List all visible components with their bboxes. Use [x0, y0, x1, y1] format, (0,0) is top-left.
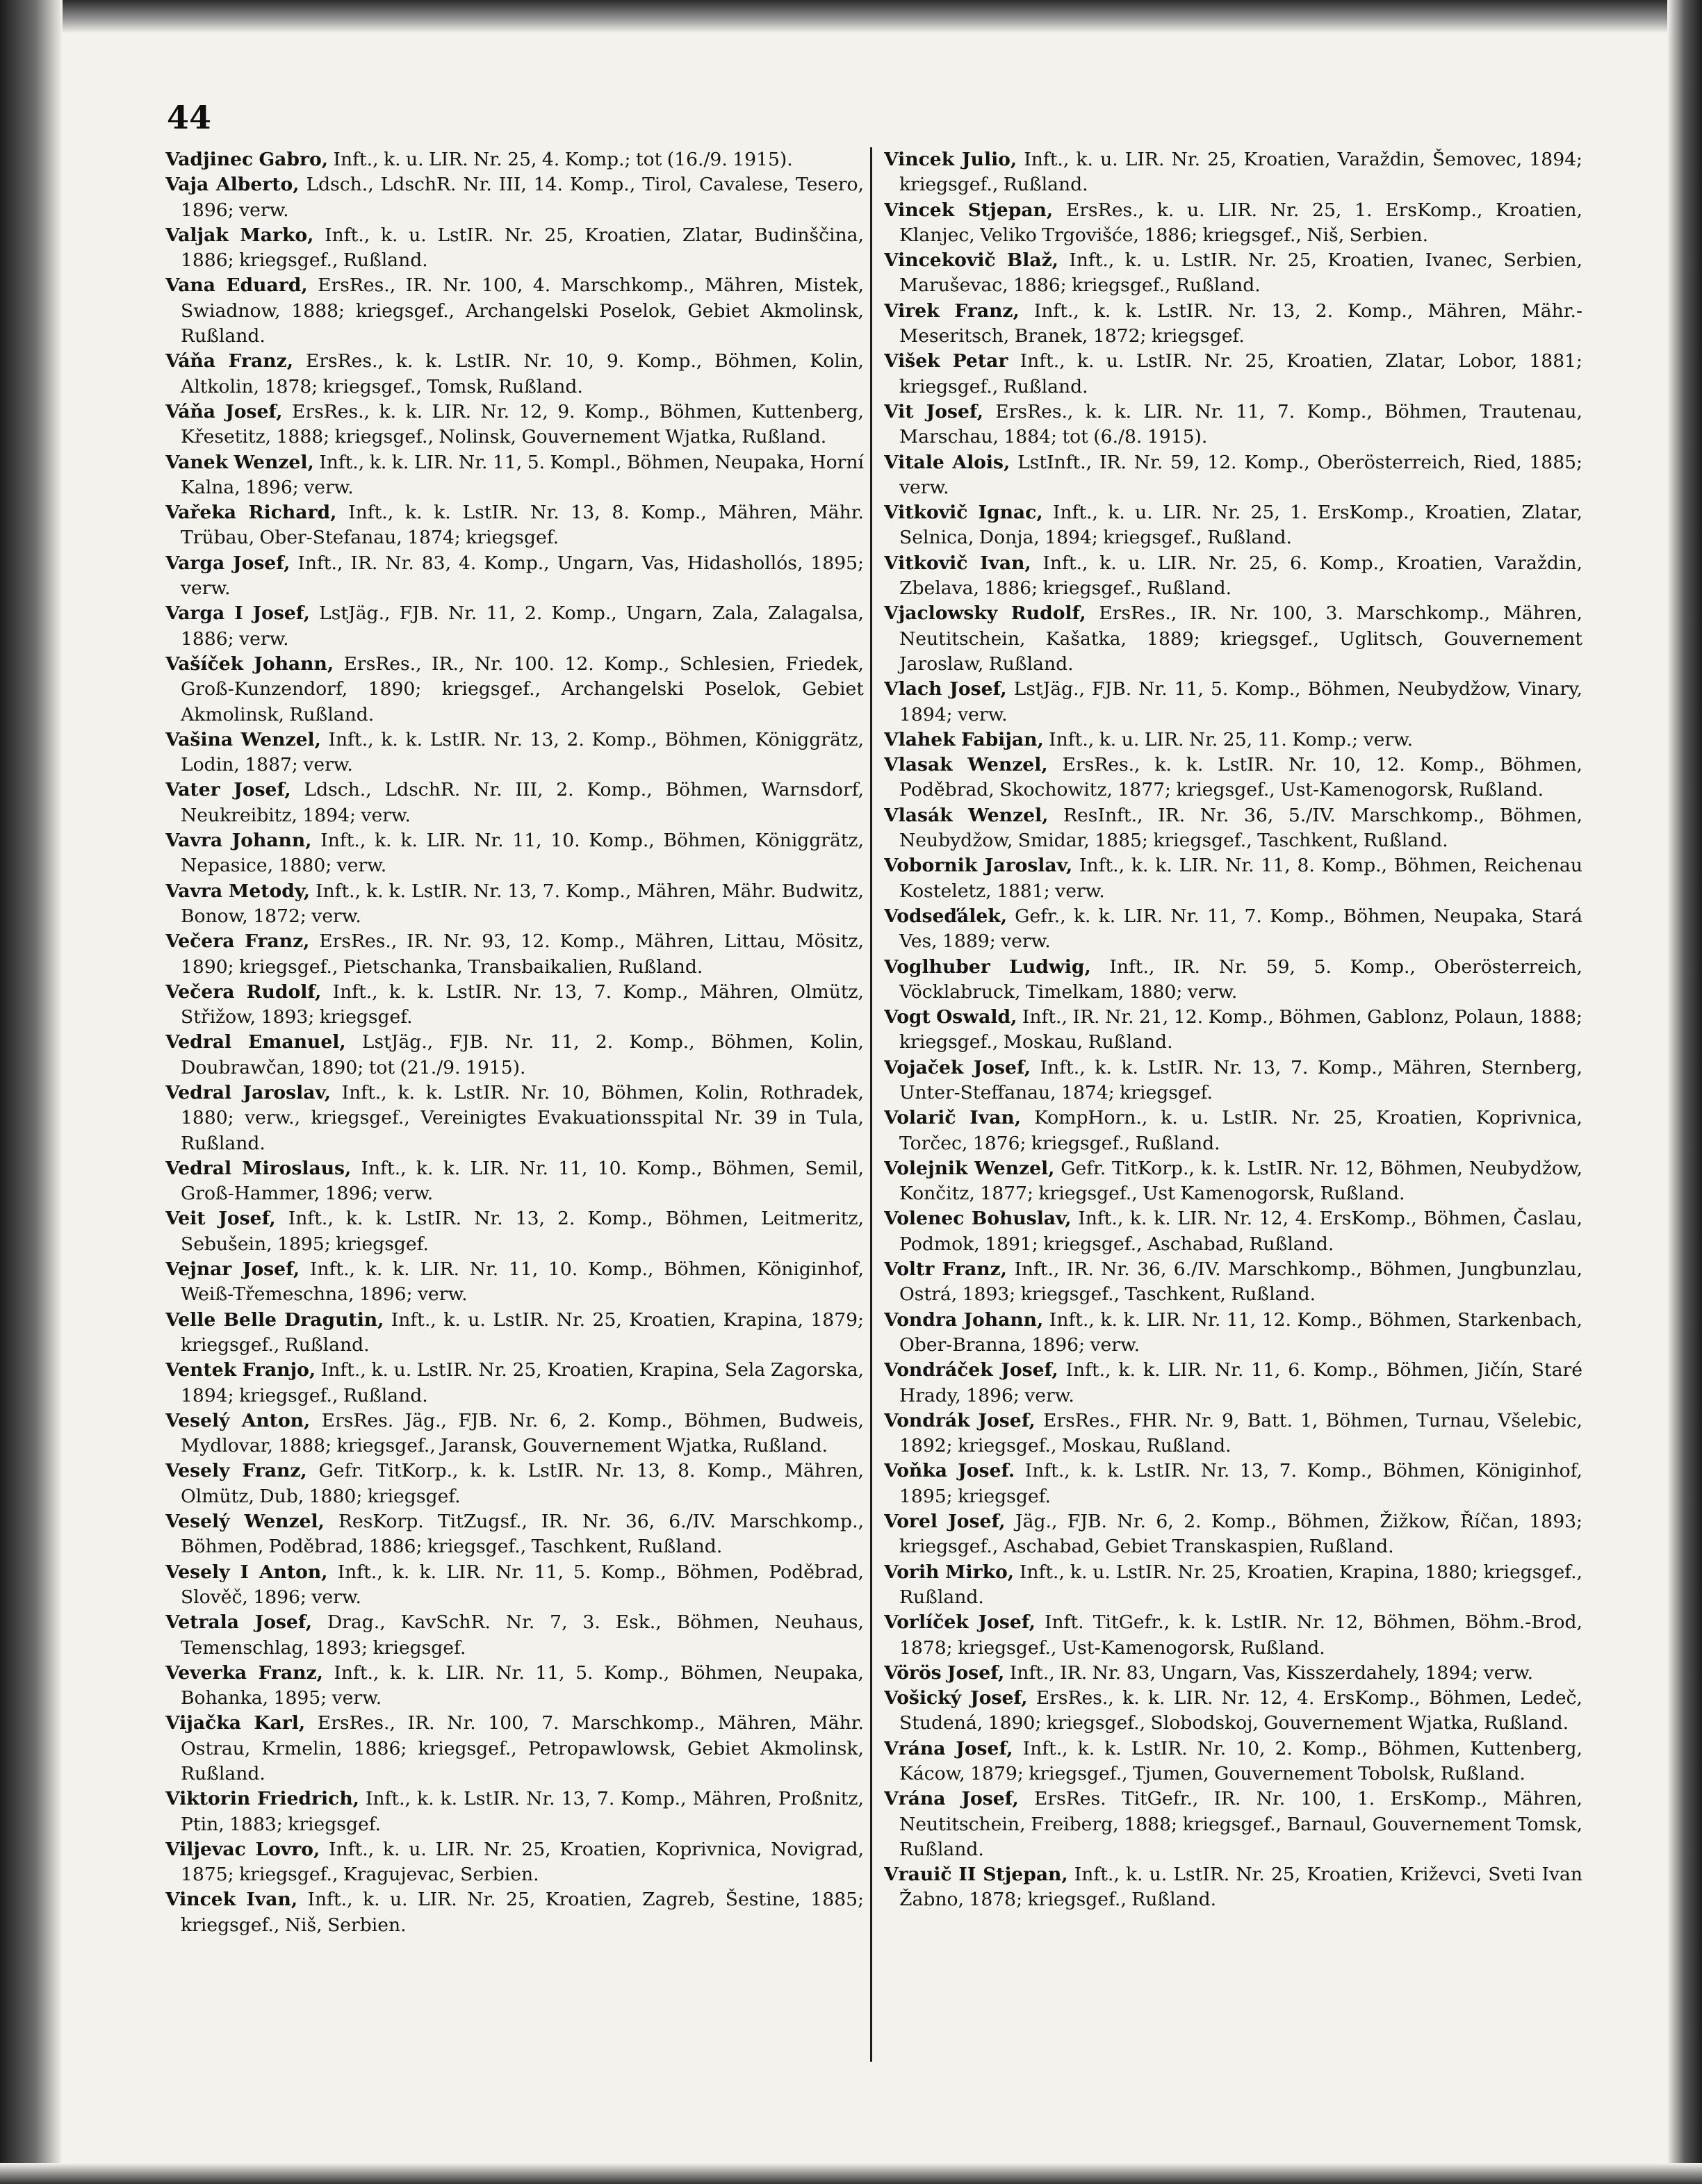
entry-details: ErsRes., IR. Nr. 100, 3. Marschkomp., Mähren, Neutitschein, Kašatka, 1889; kriegsgef., Uglitsch, Gouvernement Jaroslaw, Rußland.	[899, 602, 1582, 675]
entry-name: Večera Franz,	[165, 930, 310, 953]
entry-name: Volenec Bohuslav,	[884, 1208, 1072, 1230]
entry-name: Vana Eduard,	[165, 274, 308, 297]
entry-name: Veselý Anton,	[165, 1409, 311, 1431]
register-entry	[165, 551, 864, 602]
entry-details: Inft., k. k. LstIR. Nr. 13, 7. Komp., Mähren, Proßnitz, Ptin, 1883; kriegsgef.	[181, 1788, 864, 1835]
register-entry	[165, 500, 864, 551]
entry-name: Vesely Franz,	[165, 1460, 307, 1482]
register-entry	[884, 551, 1582, 602]
entry-details: LstInft., IR. Nr. 59, 12. Komp., Oberösterreich, Ried, 1885; verw.	[899, 451, 1582, 498]
entry-details: KompHorn., k. u. LstIR. Nr. 25, Kroatien, Koprivnica, Torčec, 1876; kriegsgef., Rußland.	[899, 1107, 1582, 1154]
register-entry	[165, 1030, 864, 1081]
entry-details: Gefr. TitKorp., k. k. LstIR. Nr. 12, Böhmen, Neubydžow, Končitz, 1877; kriegsgef., Ust Kamenogorsk, Rußland.	[899, 1157, 1582, 1205]
entry-name: Vojaček Josef,	[884, 1056, 1031, 1078]
entry-details: Inft., k. u. LstIR. Nr. 25, Kroatien, Krapina, Sela Zagorska, 1894; kriegsgef., Rußland.	[181, 1359, 864, 1406]
entry-name: Ventek Franjo,	[165, 1359, 316, 1381]
entry-details: Inft., k. k. LIR. Nr. 12, 4. ErsKomp., Böhmen, Časlau, Podmok, 1891; kriegsgef., Aschabad, Rußland.	[899, 1208, 1582, 1255]
entry-details: ResInft., IR. Nr. 36, 5./IV. Marschkomp., Böhmen, Neubydžow, Smidar, 1885; kriegsgef., Taschkent, Rußland.	[899, 804, 1582, 852]
register-entry	[165, 147, 864, 172]
entry-name: Vlasák Wenzel,	[884, 804, 1049, 826]
entry-details: Inft., k. k. LstIR. Nr. 10, 2. Komp., Böhmen, Kuttenberg, Kácow, 1879; kriegsgef., Tjumen, Gouvernement Tobolsk, Rußland.	[899, 1737, 1582, 1784]
entry-name: Vrána Josef,	[884, 1788, 1019, 1810]
register-entry	[884, 1156, 1582, 1207]
entry-details: ErsRes., k. u. LIR. Nr. 25, 1. ErsKomp., Kroatien, Klanjec, Veliko Trgovišće, 1886; kriegsgef., Niš, Serbien.	[899, 199, 1582, 246]
register-entry	[165, 400, 864, 450]
entry-name: Vondráček Josef,	[884, 1359, 1058, 1381]
entry-details: ErsRes. Jäg., FJB. Nr. 6, 2. Komp., Böhmen, Budweis, Mydlovar, 1888; kriegsgef., Jaransk, Gouvernement Wjatka, Rußland.	[181, 1409, 864, 1457]
entry-name: Večera Rudolf,	[165, 980, 322, 1003]
register-entry	[884, 1787, 1582, 1862]
entry-details: Inft., k. u. LstIR. Nr. 25, Kroatien, Ivanec, Serbien, Maruševac, 1886; kriegsgef., Rußland.	[899, 249, 1582, 297]
entry-name: Volejnik Wenzel,	[884, 1157, 1055, 1179]
register-entry	[884, 400, 1582, 450]
entry-name: Vit Josef,	[884, 400, 983, 422]
register-entry	[884, 955, 1582, 1005]
entry-name: Vincek Stjepan,	[884, 199, 1054, 221]
entry-details: Gefr. TitKorp., k. k. LstIR. Nr. 13, 8. Komp., Mähren, Olmütz, Dub, 1880; kriegsgef.	[181, 1460, 864, 1507]
scan-edge-bottom	[0, 2163, 1702, 2184]
entry-details: Inft., k. u. LstIR. Nr. 25, Kroatien, Zlatar, Lobor, 1881; kriegsgef., Rußland.	[899, 350, 1582, 397]
register-entry	[165, 1257, 864, 1308]
entry-name: Vorih Mirko,	[884, 1561, 1015, 1583]
register-entry	[165, 1509, 864, 1560]
entry-name: Vorlíček Josef,	[884, 1611, 1036, 1634]
register-entry	[165, 1787, 864, 1837]
entry-details: Inft., k. k. LIR. Nr. 11, 8. Komp., Böhmen, Reichenau Kosteletz, 1881; verw.	[899, 855, 1582, 902]
entry-details: ErsRes., k. k. LIR. Nr. 12, 4. ErsKomp., Böhmen, Ledeč, Studená, 1890; kriegsgef., Slobodskoj, Gouvernement Wjatka, Rußland.	[899, 1687, 1582, 1734]
entry-details: Inft., k. u. LstIR. Nr. 25, Kroatien, Krapina, 1880; kriegsgef., Rußland.	[899, 1561, 1582, 1608]
entry-details: Inft., IR. Nr. 83, 4. Komp., Ungarn, Vas, Hidashollós, 1895; verw.	[181, 552, 864, 600]
register-entry	[884, 1005, 1582, 1056]
entry-name: Vanek Wenzel,	[165, 451, 314, 473]
entry-details: Ldsch., LdschR. Nr. III, 14. Komp., Tirol, Cavalese, Tesero, 1896; verw.	[181, 174, 864, 221]
entry-details: Inft., k. u. LstIR. Nr. 25, Kroatien, Zlatar, Budinščina, 1886; kriegsgef., Rußland.	[181, 224, 864, 272]
register-entry	[165, 828, 864, 879]
entry-name: Virek Franz,	[884, 299, 1020, 322]
scan-edge-left	[0, 0, 63, 2184]
register-entry	[165, 1081, 864, 1156]
entry-name: Vejnar Josef,	[165, 1258, 300, 1281]
entry-details: LstJäg., FJB. Nr. 11, 5. Komp., Böhmen, Neubydžow, Vinary, 1894; verw.	[899, 678, 1582, 725]
register-entry	[884, 853, 1582, 904]
entry-name: Vondrák Josef,	[884, 1409, 1036, 1431]
column-divider	[870, 147, 872, 2062]
entry-name: Vondra Johann,	[884, 1308, 1044, 1331]
entry-details: ErsRes., k. k. LIR. Nr. 12, 9. Komp., Böhmen, Kuttenberg, Křesetitz, 1888; kriegsgef., Nolinsk, Gouvernement Wjatka, Rußland.	[181, 400, 864, 448]
register-entry	[165, 223, 864, 274]
entry-details: LstJäg., FJB. Nr. 11, 2. Komp., Ungarn, Zala, Zalagalsa, 1886; verw.	[181, 602, 864, 650]
register-entry	[165, 1610, 864, 1661]
entry-name: Valjak Marko,	[165, 224, 314, 246]
register-entry	[165, 778, 864, 828]
left-column	[165, 147, 864, 2079]
register-entry	[165, 1837, 864, 1888]
register-entry	[884, 500, 1582, 551]
entry-name: Vodseďálek,	[884, 905, 1007, 927]
entry-name: Vrána Josef,	[884, 1737, 1013, 1759]
register-entry	[884, 1862, 1582, 1913]
entry-details: Inft., k. u. LIR. Nr. 25, 1. ErsKomp., Kroatien, Zlatar, Selnica, Donja, 1894; kriegsgef., Rußland.	[899, 502, 1582, 549]
register-entry	[884, 1056, 1582, 1106]
entry-details: Inft., IR. Nr. 83, Ungarn, Vas, Kisszerdahely, 1894; verw.	[1004, 1661, 1534, 1684]
register-entry	[884, 1257, 1582, 1308]
entry-details: ErsRes., k. k. LIR. Nr. 11, 7. Komp., Böhmen, Trautenau, Marschau, 1884; tot (6./8. 1915).	[899, 400, 1582, 448]
entry-name: Vašíček Johann,	[165, 652, 334, 675]
entry-name: Vincek Ivan,	[165, 1889, 298, 1911]
entry-details: Inft., k. k. LstIR. Nr. 13, 7. Komp., Mähren, Mähr. Budwitz, Bonow, 1872; verw.	[181, 880, 864, 927]
register-entry	[884, 1661, 1582, 1686]
entry-details: Inft., k. k. LIR. Nr. 11, 10. Komp., Böhmen, Königgrätz, Nepasice, 1880; verw.	[181, 830, 864, 877]
register-entry	[884, 1106, 1582, 1156]
entry-name: Váňa Josef,	[165, 400, 283, 422]
register-entry	[884, 1409, 1582, 1459]
entry-name: Vitkovič Ignac,	[884, 502, 1043, 524]
register-entry	[884, 1560, 1582, 1611]
entry-details: Gefr., k. k. LIR. Nr. 11, 7. Komp., Böhmen, Neupaka, Stará Ves, 1889; verw.	[899, 905, 1582, 953]
entry-details: ErsRes., IR., Nr. 100. 12. Komp., Schlesien, Friedek, Groß-Kunzendorf, 1890; kriegsgef., Archangelski Poselok, Gebiet Akmolinsk, Rußland.	[181, 652, 864, 725]
entry-name: Vobornik Jaroslav,	[884, 855, 1073, 877]
entry-name: Voltr Franz,	[884, 1258, 1007, 1281]
entry-details: Inft., k. k. LIR. Nr. 11, 6. Komp., Böhmen, Jičín, Staré Hrady, 1896; verw.	[899, 1359, 1582, 1406]
entry-name: Vjaclowsky Rudolf,	[884, 602, 1086, 625]
entry-details: Inft., k. k. LstIR. Nr. 13, 7. Komp., Mähren, Sternberg, Unter-Steffanau, 1874; kriegsgef.	[899, 1056, 1582, 1103]
entry-details: Inft., k. k. LstIR. Nr. 13, 7. Komp., Mähren, Olmütz, Střižow, 1893; kriegsgef.	[181, 980, 864, 1028]
entry-details: Inft., k. u. LstIR. Nr. 25, Kroatien, Krapina, 1879; kriegsgef., Rußland.	[181, 1308, 864, 1356]
entry-name: Višek Petar	[884, 350, 1008, 372]
register-entry	[884, 677, 1582, 728]
entry-details: Inft., k. k. LIR. Nr. 11, 5. Komp., Böhmen, Poděbrad, Slověč, 1896; verw.	[181, 1561, 864, 1608]
register-entry	[165, 1661, 864, 1711]
entry-details: Inft., k. u. LIR. Nr. 25, 4. Komp.; tot (16./9. 1915).	[328, 149, 793, 170]
entry-details: Inft., k. k. LIR. Nr. 11, 12. Komp., Böhmen, Starkenbach, Ober-Branna, 1896; verw.	[899, 1308, 1582, 1356]
entry-details: Inft., k. u. LIR. Nr. 25, Kroatien, Koprivnica, Novigrad, 1875; kriegsgef., Kragujevac, Serbien.	[181, 1838, 864, 1886]
register-entry	[165, 1887, 864, 1938]
entry-details: Inft., IR. Nr. 21, 12. Komp., Böhmen, Gablonz, Polaun, 1888; kriegsgef., Moskau, Rußland.	[899, 1006, 1582, 1053]
entry-details: ResKorp. TitZugsf., IR. Nr. 36, 6./IV. Marschkomp., Böhmen, Poděbrad, 1886; kriegsgef., Taschkent, Rußland.	[181, 1511, 864, 1558]
entry-details: ErsRes., IR. Nr. 100, 7. Marschkomp., Mähren, Mähr. Ostrau, Krmelin, 1886; kriegsgef., Petropawlowsk, Gebiet Akmolinsk, Rußland.	[181, 1712, 864, 1784]
entry-details: LstJäg., FJB. Nr. 11, 2. Komp., Böhmen, Kolin, Doubrawčan, 1890; tot (21./9. 1915).	[181, 1031, 864, 1078]
register-entry	[884, 904, 1582, 955]
entry-name: Vesely I Anton,	[165, 1561, 328, 1583]
entry-details: Inft., k. u. LstIR. Nr. 25, Kroatien, Križevci, Sveti Ivan Žabno, 1878; kriegsgef., Rußland.	[899, 1864, 1582, 1911]
entry-name: Volarič Ivan,	[884, 1107, 1022, 1129]
entry-details: Inft., k. k. LIR. Nr. 11, 5. Kompl., Böhmen, Neupaka, Horní Kalna, 1896; verw.	[181, 451, 864, 498]
register-entry	[884, 198, 1582, 249]
entry-name: Voňka Josef.	[884, 1460, 1015, 1482]
entry-name: Voglhuber Ludwig,	[884, 955, 1091, 978]
register-entry	[165, 652, 864, 728]
entry-name: Vincekovič Blaž,	[884, 249, 1058, 272]
register-entry	[884, 1308, 1582, 1358]
entry-name: Vlasak Wenzel,	[884, 754, 1048, 776]
entry-details: ErsRes., FHR. Nr. 9, Batt. 1, Böhmen, Turnau, Všelebic, 1892; kriegsgef., Moskau, Rußland.	[899, 1409, 1582, 1457]
entry-details: Inft., IR. Nr. 36, 6./IV. Marschkomp., Böhmen, Jungbunzlau, Ostrá, 1893; kriegsgef., Taschkent, Rußland.	[899, 1258, 1582, 1306]
entry-name: Varga Josef,	[165, 552, 291, 574]
register-entry	[165, 1358, 864, 1409]
entry-name: Vaja Alberto,	[165, 174, 300, 196]
entry-name: Vrauič II Stjepan,	[884, 1864, 1068, 1886]
entry-name: Vogt Oswald,	[884, 1006, 1017, 1028]
entry-details: ErsRes., IR. Nr. 100, 4. Marschkomp., Mähren, Mistek, Swiadnow, 1888; kriegsgef., Archangelski Poselok, Gebiet Akmolinsk, Rußland.	[181, 274, 864, 347]
entry-details: Drag., KavSchR. Nr. 7, 3. Esk., Böhmen, Neuhaus, Temenschlag, 1893; kriegsgef.	[181, 1611, 864, 1659]
register-entry	[884, 349, 1582, 400]
entry-name: Veverka Franz,	[165, 1661, 323, 1684]
register-entry	[165, 929, 864, 980]
entry-name: Vörös Josef,	[884, 1661, 1005, 1684]
register-entry	[165, 879, 864, 930]
entry-name: Váňa Franz,	[165, 350, 293, 372]
entry-details: Inft., k. k. LstIR. Nr. 13, 2. Komp., Mähren, Mähr.-Meseritsch, Branek, 1872; kriegsgef.	[899, 299, 1582, 347]
scan-edge-right	[1667, 0, 1702, 2184]
entry-details: Inft., k. u. LIR. Nr. 25, Kroatien, Varaždin, Šemovec, 1894; kriegsgef., Rußland.	[899, 149, 1582, 196]
entry-details: Inft., k. k. LIR. Nr. 11, 10. Komp., Böhmen, Semil, Groß-Hammer, 1896; verw.	[181, 1157, 864, 1205]
entry-details: Inft. TitGefr., k. k. LstIR. Nr. 12, Böhmen, Böhm.-Brod, 1878; kriegsgef., Ust-Kamenogorsk, Rußland.	[899, 1611, 1582, 1659]
entry-details: ErsRes., k. k. LstIR. Nr. 10, 9. Komp., Böhmen, Kolin, Altkolin, 1878; kriegsgef., Tomsk, Rußland.	[181, 350, 864, 397]
entry-name: Viktorin Friedrich,	[165, 1788, 359, 1810]
entry-name: Vitale Alois,	[884, 451, 1010, 473]
register-entry	[884, 728, 1582, 753]
register-entry	[165, 172, 864, 223]
register-entry	[165, 273, 864, 349]
entry-name: Vlahek Fabijan,	[884, 728, 1044, 750]
register-entry	[884, 248, 1582, 299]
register-entry	[884, 1206, 1582, 1257]
register-entry	[884, 803, 1582, 854]
entry-details: Jäg., FJB. Nr. 6, 2. Komp., Böhmen, Žižkow, Říčan, 1893; kriegsgef., Aschabad, Gebiet Transkaspien, Rußland.	[899, 1511, 1582, 1558]
entry-details: Inft., k. u. LIR. Nr. 25, 6. Komp., Kroatien, Varaždin, Zbelava, 1886; kriegsgef., Rußland.	[899, 552, 1582, 600]
register-entry	[884, 299, 1582, 350]
entry-name: Vošický Josef,	[884, 1687, 1028, 1709]
entry-name: Vitkovič Ivan,	[884, 552, 1031, 574]
register-entry	[884, 753, 1582, 803]
register-entry	[884, 450, 1582, 501]
entry-details: Ldsch., LdschR. Nr. III, 2. Komp., Böhmen, Warnsdorf, Neukreibitz, 1894; verw.	[181, 779, 864, 826]
entry-name: Viljevac Lovro,	[165, 1838, 320, 1860]
scan-edge-top	[0, 0, 1702, 33]
register-entry	[165, 1156, 864, 1207]
entry-details: ErsRes., k. k. LstIR. Nr. 10, 12. Komp., Böhmen, Poděbrad, Skochowitz, 1877; kriegsgef., Ust-Kamenogorsk, Rußland.	[899, 754, 1582, 801]
register-entry	[165, 1308, 864, 1358]
entry-name: Veit Josef,	[165, 1208, 276, 1230]
entry-name: Vařeka Richard,	[165, 502, 337, 524]
entry-details: Inft., k. k. LstIR. Nr. 13, 2. Komp., Böhmen, Leitmeritz, Sebušein, 1895; kriegsgef.	[181, 1208, 864, 1255]
register-entry	[165, 450, 864, 501]
entry-name: Vadjinec Gabro,	[165, 149, 328, 170]
entry-name: Vedral Miroslaus,	[165, 1157, 352, 1179]
entry-details: ErsRes., IR. Nr. 93, 12. Komp., Mähren, Littau, Mösitz, 1890; kriegsgef., Pietschanka, Transbaikalien, Rußland.	[181, 930, 864, 978]
register-entry	[165, 601, 864, 652]
register-entry	[884, 1358, 1582, 1409]
page-number: 44	[167, 99, 212, 136]
register-entry	[884, 1610, 1582, 1661]
entry-details: Inft., k. k. LstIR. Nr. 10, Böhmen, Kolin, Rothradek, 1880; verw., kriegsgef., Vereinigtes Evakuationsspital Nr. 39 in Tula, Rußland.	[181, 1081, 864, 1154]
register-entry	[165, 1206, 864, 1257]
register-entry	[165, 349, 864, 400]
entry-name: Vorel Josef,	[884, 1511, 1006, 1533]
entry-details: Inft., k. k. LIR. Nr. 11, 10. Komp., Böhmen, Königinhof, Weiß-Třemeschna, 1896; verw.	[181, 1258, 864, 1306]
entry-name: Vater Josef,	[165, 779, 291, 801]
entry-name: Velle Belle Dragutin,	[165, 1308, 384, 1331]
register-entry	[165, 1711, 864, 1787]
entry-details: Inft., k. k. LstIR. Nr. 13, 2. Komp., Böhmen, Königgrätz, Lodin, 1887; verw.	[181, 728, 864, 776]
register-entry	[884, 147, 1582, 198]
entry-details: Inft., k. k. LstIR. Nr. 13, 7. Komp., Böhmen, Königinhof, 1895; kriegsgef.	[899, 1460, 1582, 1507]
entry-name: Vincek Julio,	[884, 149, 1017, 170]
entry-name: Vedral Jaroslav,	[165, 1081, 331, 1103]
entry-details: Inft., IR. Nr. 59, 5. Komp., Oberösterreich, Vöcklabruck, Timelkam, 1880; verw.	[899, 955, 1582, 1003]
entry-name: Vavra Metody,	[165, 880, 311, 902]
entry-name: Vetrala Josef,	[165, 1611, 312, 1634]
entry-details: Inft., k. k. LIR. Nr. 11, 5. Komp., Böhmen, Neupaka, Bohanka, 1895; verw.	[181, 1661, 864, 1709]
register-entry	[165, 1409, 864, 1459]
entry-details: Inft., k. u. LIR. Nr. 25, 11. Komp.; verw.	[1043, 728, 1414, 750]
entry-name: Veselý Wenzel,	[165, 1511, 325, 1533]
entry-name: Varga I Josef,	[165, 602, 310, 625]
entry-name: Vavra Johann,	[165, 830, 312, 852]
entry-name: Vašina Wenzel,	[165, 728, 321, 750]
entry-details: Inft., k. u. LIR. Nr. 25, Kroatien, Zagreb, Šestine, 1885; kriegsgef., Niš, Serbien.	[181, 1889, 864, 1936]
right-column	[884, 147, 1582, 2079]
register-entry	[884, 1459, 1582, 1509]
register-entry	[884, 601, 1582, 677]
register-entry	[165, 980, 864, 1031]
entry-name: Vijačka Karl,	[165, 1712, 306, 1734]
entry-details: ErsRes. TitGefr., IR. Nr. 100, 1. ErsKomp., Mähren, Neutitschein, Freiberg, 1888; kriegsgef., Barnaul, Gouvernement Tomsk, Rußland.	[899, 1788, 1582, 1860]
register-entry	[165, 728, 864, 778]
register-entry	[165, 1560, 864, 1611]
register-entry	[884, 1686, 1582, 1736]
register-entry	[884, 1736, 1582, 1787]
entry-name: Vedral Emanuel,	[165, 1031, 346, 1053]
entry-details: Inft., k. k. LstIR. Nr. 13, 8. Komp., Mähren, Mähr. Trübau, Ober-Stefanau, 1874; kriegsgef.	[181, 502, 864, 549]
entry-name: Vlach Josef,	[884, 678, 1007, 700]
register-entry	[165, 1459, 864, 1509]
register-entry	[884, 1509, 1582, 1560]
